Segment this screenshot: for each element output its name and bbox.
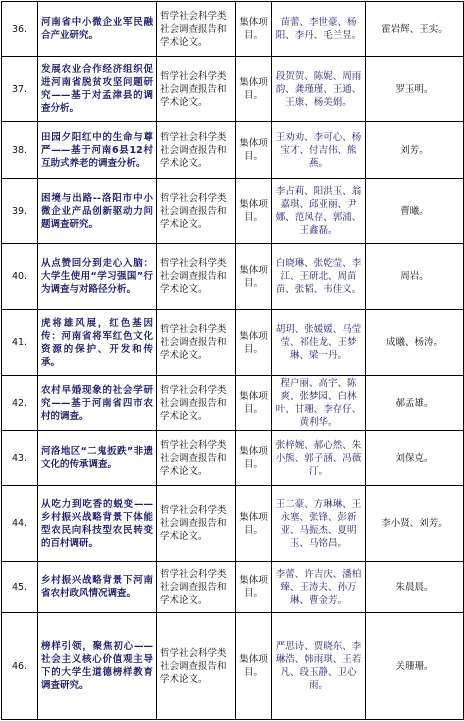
project-category: 哲学社会科学类社会调查报告和学术论文。	[157, 613, 236, 720]
project-table	[1, 1, 464, 720]
project-title: 田园夕阳红中的生命与尊严——基于河南6县12村互助式养老的调查分析。	[38, 122, 157, 179]
project-advisor: 关珊珊。	[366, 613, 464, 720]
project-table-body	[2, 2, 464, 720]
project-category: 哲学社会科学类社会调查报告和学术论文。	[157, 122, 236, 179]
row-number: 46.	[2, 613, 38, 720]
project-advisor: 成曦、杨涛。	[366, 310, 464, 376]
row-number: 36.	[2, 2, 38, 57]
project-title: 困境与出路--洛阳市中小微企业产品创新驱动力问题调查研究。	[38, 179, 157, 244]
project-members: 胡玥、张媛媛、马莹莹、祁佳龙、王梦琳、梁一丹。	[272, 310, 366, 376]
project-advisor: 曹曦。	[366, 179, 464, 244]
project-type: 集体项目。	[236, 613, 272, 720]
project-advisor: 周岩。	[366, 244, 464, 310]
project-category: 哲学社会科学类社会调查报告和学术论文。	[157, 179, 236, 244]
project-category: 哲学社会科学类社会调查报告和学术论文。	[157, 310, 236, 376]
project-type: 集体项目。	[236, 486, 272, 562]
row-number: 42.	[2, 376, 38, 431]
table-row	[2, 562, 464, 613]
project-category: 哲学社会科学类社会调查报告和学术论文。	[157, 376, 236, 431]
project-type: 集体项目。	[236, 57, 272, 122]
project-advisor: 霍岩辉、王实。	[366, 2, 464, 57]
table-row	[2, 2, 464, 57]
project-type: 集体项目。	[236, 2, 272, 57]
project-type: 集体项目。	[236, 562, 272, 613]
table-row	[2, 613, 464, 720]
project-type: 集体项目。	[236, 244, 272, 310]
project-category: 哲学社会科学类社会调查报告和学术论文。	[157, 562, 236, 613]
row-number: 40.	[2, 244, 38, 310]
row-number: 43.	[2, 431, 38, 486]
table-row	[2, 122, 464, 179]
project-title: 虎将雄风展，红色基因传：河南省将军红色文化资源的保护、开发和传承。	[38, 310, 157, 376]
project-title: 从吃力到吃香的蜕变——乡村振兴战略背景下体能型农民向科技型农民转变的百村调研。	[38, 486, 157, 562]
table-row	[2, 179, 464, 244]
project-advisor: 李小贤、刘芳。	[366, 486, 464, 562]
project-members: 李占莉、阳洪玉、翁嘉琪、邱亚丽、尹娜、范凤存、郭浦、王鑫磊。	[272, 179, 366, 244]
row-number: 44.	[2, 486, 38, 562]
project-category: 哲学社会科学类社会调查报告和学术论文。	[157, 2, 236, 57]
project-type: 集体项目。	[236, 122, 272, 179]
project-type: 集体项目。	[236, 179, 272, 244]
row-number: 41.	[2, 310, 38, 376]
table-row	[2, 431, 464, 486]
project-title: 河洛地区“二鬼扳跌”非遗文化的传承调查。	[38, 431, 157, 486]
project-category: 哲学社会科学类社会调查报告和学术论文。	[157, 244, 236, 310]
project-members: 白晓琳、张乾莹、李江、王研北、周苗苗、张韬、韦佳义。	[272, 244, 366, 310]
table-row	[2, 376, 464, 431]
project-type: 集体项目。	[236, 376, 272, 431]
project-type: 集体项目。	[236, 310, 272, 376]
project-advisor: 朱晨晨。	[366, 562, 464, 613]
project-members: 段贺贺、陈妮、周雨韵、龚瑾瑾、王通、王康、杨美娟。	[272, 57, 366, 122]
project-title: 河南省中小微企业军民融合产业研究。	[38, 2, 157, 57]
project-members: 严思诗、贾晓东、李琳浩、韩雨琪、王若凡、段玉静、卫心雨。	[272, 613, 366, 720]
row-number: 39.	[2, 179, 38, 244]
project-category: 哲学社会科学类社会调查报告和学术论文。	[157, 57, 236, 122]
project-category: 哲学社会科学类社会调查报告和学术论文。	[157, 431, 236, 486]
project-members: 李蕾、许吉庆、潘柏臻、王涛夫、孙万琳、曹金芳。	[272, 562, 366, 613]
row-number: 37.	[2, 57, 38, 122]
project-members: 苗蕾、李世豪、杨阳、李丹、毛兰昱。	[272, 2, 366, 57]
project-advisor: 刘芳。	[366, 122, 464, 179]
project-category: 哲学社会科学类社会调查报告和学术论文。	[157, 486, 236, 562]
table-row	[2, 310, 464, 376]
project-title: 榜样引领，聚焦初心——社会主义核心价值观主导下的大学生道德榜样教育调查研究。	[38, 613, 157, 720]
project-members: 程户丽、高宇、陈爽、张梦园、白林叶、甘珊、李存仔、黄利华。	[272, 376, 366, 431]
project-title: 发展农业合作经济组织促进河南省脱贫攻坚问题研究——基于对孟津县的调查分析。	[38, 57, 157, 122]
project-title: 从点赞回分到走心入脑：大学生使用“学习强国”行为调查与对路径分析。	[38, 244, 157, 310]
row-number: 38.	[2, 122, 38, 179]
project-advisor: 刘保克。	[366, 431, 464, 486]
project-type: 集体项目。	[236, 431, 272, 486]
project-title: 乡村振兴战略背景下河南省农村政风情况调查。	[38, 562, 157, 613]
project-members: 王二豪、方琳琳、王永塞、张锋、彭新亚、马振杰、夏明玉、马铭昌。	[272, 486, 366, 562]
project-members: 张梓婉、郝心然、朱小熊、郭子涵、冯薇汀。	[272, 431, 366, 486]
table-row	[2, 244, 464, 310]
table-row	[2, 486, 464, 562]
table-row	[2, 57, 464, 122]
project-advisor: 罗玉明。	[366, 57, 464, 122]
project-advisor: 郝孟雄。	[366, 376, 464, 431]
project-members: 王劝劝、李可心、杨宝才、付吉伟、熊燕。	[272, 122, 366, 179]
project-title: 农村早婚现象的社会学研究——基于河南省四市农村的调查。	[38, 376, 157, 431]
row-number: 45.	[2, 562, 38, 613]
